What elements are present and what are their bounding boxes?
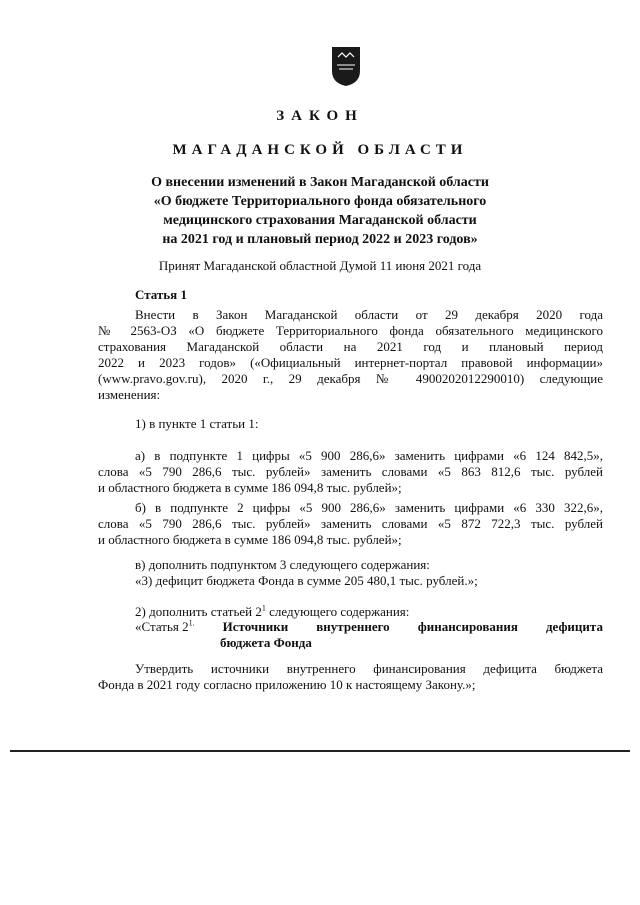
coat-of-arms-emblem xyxy=(330,45,362,87)
heading-word: Источники xyxy=(222,619,289,634)
article-heading-line xyxy=(135,619,603,635)
title-line: медицинского страхования Магаданской области xyxy=(163,213,477,228)
text-line: б) в подпункте 2 цифры «5 900 286,6» заменить цифрами «6 330 322,6», xyxy=(135,500,603,515)
paragraph-intro xyxy=(98,307,603,403)
item-2-suffix: следующего содержания: xyxy=(265,604,410,619)
subitem-a xyxy=(98,448,603,496)
title-line: «О бюджете Территориального фонда обязательного xyxy=(153,194,487,209)
article-label xyxy=(135,619,195,635)
text-line: (www.pravo.gov.ru), 2020 г., 29 декабря № 4900202012290010) следующие xyxy=(98,371,603,386)
paragraph-final xyxy=(98,661,603,693)
page-divider xyxy=(10,750,630,752)
text-line: слова «5 790 286,6 тыс. рублей» заменить словами «5 863 812,6 тыс. рублей xyxy=(98,464,603,479)
item-1: 1) в пункте 1 статьи 1: xyxy=(135,416,259,431)
title-line: на 2021 год и плановый период 2022 и 2023 годов» xyxy=(162,232,478,247)
text-line: Внести в Закон Магаданской области от 29 декабря 2020 года xyxy=(135,307,603,322)
text-line: № 2563-ОЗ «О бюджете Территориального фонда обязательного медицинского xyxy=(98,323,603,338)
subitem-v: в) дополнить подпунктом 3 следующего содержания: xyxy=(135,557,430,572)
law-title xyxy=(0,173,640,249)
text-line: изменения: xyxy=(98,387,161,402)
superscript: 1 xyxy=(261,603,266,613)
heading-word: дефицита xyxy=(545,619,603,634)
text-line: и областного бюджета в сумме 186 094,8 тыс. рублей»; xyxy=(98,532,402,547)
text-line: Фонда в 2021 году согласно приложению 10 к настоящему Закону.»; xyxy=(98,677,476,692)
text-line: страхования Магаданской области на 2021 год и плановый период xyxy=(98,339,603,354)
heading-word: внутреннего xyxy=(316,619,390,634)
text-line: и областного бюджета в сумме 186 094,8 тыс. рублей»; xyxy=(98,480,402,495)
law-heading: ЗАКОН xyxy=(276,108,364,124)
subitem-v-quote: «3) дефицит бюджета Фонда в сумме 205 480,1 тыс. рублей.»; xyxy=(135,573,478,588)
title-line: О внесении изменений в Закон Магаданской области xyxy=(151,175,489,190)
article-heading: Статья 1 xyxy=(135,287,187,302)
adoption-note: Принят Магаданской областной Думой 11 июня 2021 года xyxy=(158,258,482,273)
text-line: а) в подпункте 1 цифры «5 900 286,6» заменить цифрами «6 124 842,5», xyxy=(135,448,603,463)
text-line: Утвердить источники внутреннего финансирования дефицита бюджета xyxy=(135,661,603,676)
heading-word: финансирования xyxy=(417,619,518,634)
text-line: 2022 и 2023 годов» («Официальный интернет-портал правовой информации» xyxy=(98,355,603,370)
subitem-b xyxy=(98,500,603,548)
article-heading-line-2: бюджета Фонда xyxy=(220,635,312,650)
new-article-heading xyxy=(135,619,603,651)
item-2-prefix: 2) дополнить статьей 2 xyxy=(135,604,262,619)
item-2 xyxy=(135,604,640,620)
article-prefix: «Статья 2 xyxy=(135,619,189,634)
superscript: 1. xyxy=(188,618,195,628)
region-heading: МАГАДАНСКОЙ ОБЛАСТИ xyxy=(172,142,468,158)
text-line: слова «5 790 286,6 тыс. рублей» заменить словами «5 872 722,3 тыс. рублей xyxy=(98,516,603,531)
